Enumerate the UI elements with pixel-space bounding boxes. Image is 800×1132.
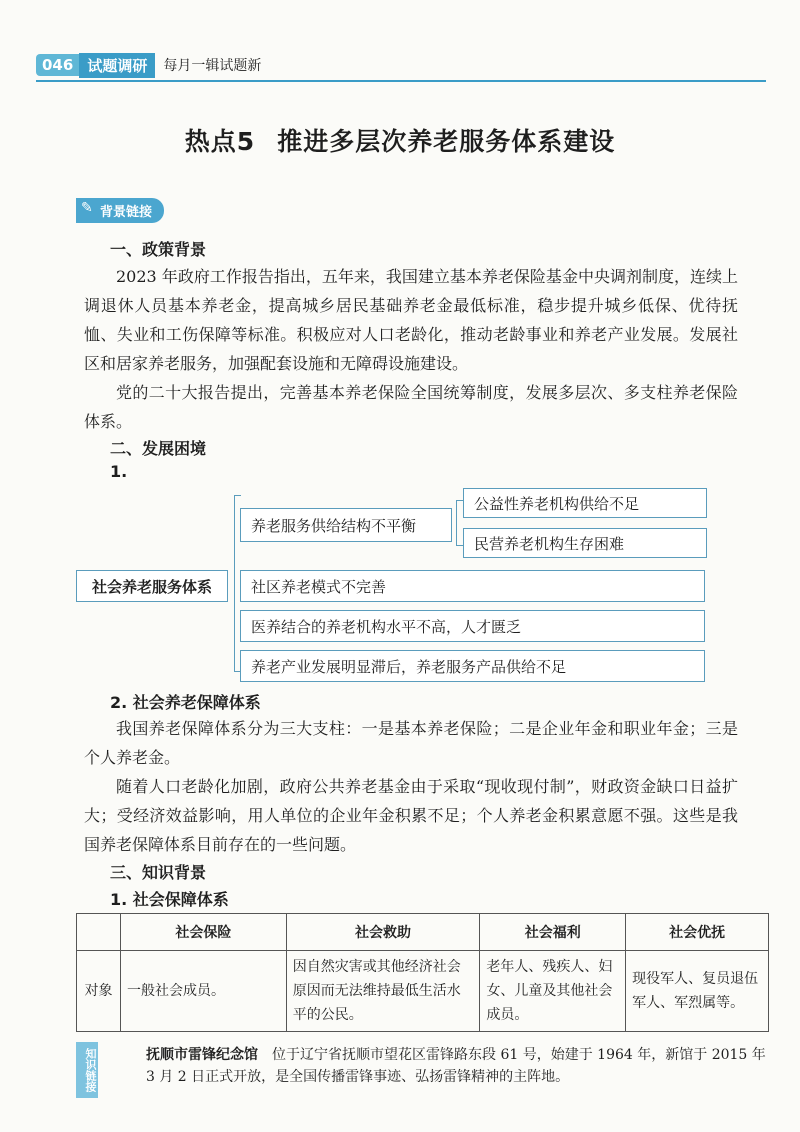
pension-paragraph-2: 随着人口老龄化加剧，政府公共养老基金由于采取“现收现付制”，财政资金缺口日益扩大；受经济效益影响，用人单位的企业年金积累不足；个人养老金积累意愿不强。这些是我国养老保障体系目前存在的一些问题。 (84, 777, 738, 854)
table-header-row (77, 914, 769, 951)
title-number: 热点5 (184, 127, 256, 156)
page-title (0, 122, 800, 158)
table-header-cell: 社会保险 (120, 914, 286, 951)
footer-tag: 知识链接 (76, 1042, 98, 1098)
table-cell: 老年人、残疾人、妇女、儿童及其他社会成员。 (480, 951, 626, 1032)
diagram-leaf-1: 公益性养老机构供给不足 (463, 488, 707, 518)
header-slogan: 每月一辑试题新 (163, 58, 262, 74)
table-cell: 因自然灾害或其他经济社会原因而无法维持最低生活水平的公民。 (286, 951, 480, 1032)
diagram-branch-4: 养老产业发展明显滞后，养老服务产品供给不足 (240, 650, 705, 682)
dilemma-heading: 二、发展困境 (110, 439, 207, 458)
footer-description: 位于辽宁省抚顺市望花区雷锋路东段 61 号，始建于 1964 年，新馆于 2015 年 3 月 2 日正式开放，是全国传播雷锋事迹、弘扬雷锋精神的主阵地。 (146, 1047, 766, 1085)
table-row-label: 对象 (77, 951, 121, 1032)
policy-paragraph-2: 党的二十大报告提出，完善基本养老保险全国统筹制度，发展多层次、多支柱养老保险体系。 (84, 383, 738, 431)
table-cell: 现役军人、复员退伍军人、军烈属等。 (626, 951, 769, 1032)
table-cell: 一般社会成员。 (120, 951, 286, 1032)
footer-name: 抚顺市雷锋纪念馆 (146, 1047, 258, 1063)
dilemma-sub-1: 1. (110, 462, 128, 481)
table-header-cell: 社会福利 (480, 914, 626, 951)
diagram-branch-2: 社区养老模式不完善 (240, 570, 705, 602)
dilemma-sub-2: 2. 社会养老保障体系 (110, 693, 261, 712)
page-header (36, 52, 261, 78)
title-text: 推进多层次养老服务体系建设 (277, 127, 616, 156)
knowledge-heading: 三、知识背景 (110, 863, 207, 882)
page-number: 046 (36, 54, 79, 76)
knowledge-sub-1: 1. 社会保障体系 (110, 890, 229, 909)
pension-paragraph-1: 我国养老保障体系分为三大支柱：一是基本养老保险；二是企业年金和职业年金；三是个人养老金。 (84, 719, 738, 767)
background-badge (76, 198, 164, 223)
table-header-cell (77, 914, 121, 951)
diagram-leaf-2: 民营养老机构生存困难 (463, 528, 707, 558)
diagram-root: 社会养老服务体系 (76, 570, 228, 602)
policy-heading: 一、政策背景 (110, 240, 207, 259)
table-row (77, 951, 769, 1032)
pen-icon: ✎ (81, 200, 93, 216)
header-rule (36, 80, 766, 82)
diagram-bracket-sub (456, 500, 463, 546)
table-header-cell: 社会优抚 (626, 914, 769, 951)
diagram-branch-1: 养老服务供给结构不平衡 (240, 508, 452, 542)
footer-text (146, 1044, 776, 1088)
table-header-cell: 社会救助 (286, 914, 480, 951)
diagram-branch-3: 医养结合的养老机构水平不高，人才匮乏 (240, 610, 705, 642)
policy-paragraph-1: 2023 年政府工作报告指出，五年来，我国建立基本养老保险基金中央调剂制度，连续上调退休人员基本养老金，提高城乡居民基础养老金最低标准，稳步提升城乡低保、优待抚恤、失业和工伤保障等标准。积极应对人口老龄化，推动老龄事业和养老产业发展。发展社区和居家养老服务，加强配套设施和无障碍设施建设。 (84, 267, 738, 373)
social-security-table (76, 913, 769, 1032)
badge-label: 背景链接 (100, 205, 153, 220)
section-tab: 试题调研 (79, 53, 155, 78)
